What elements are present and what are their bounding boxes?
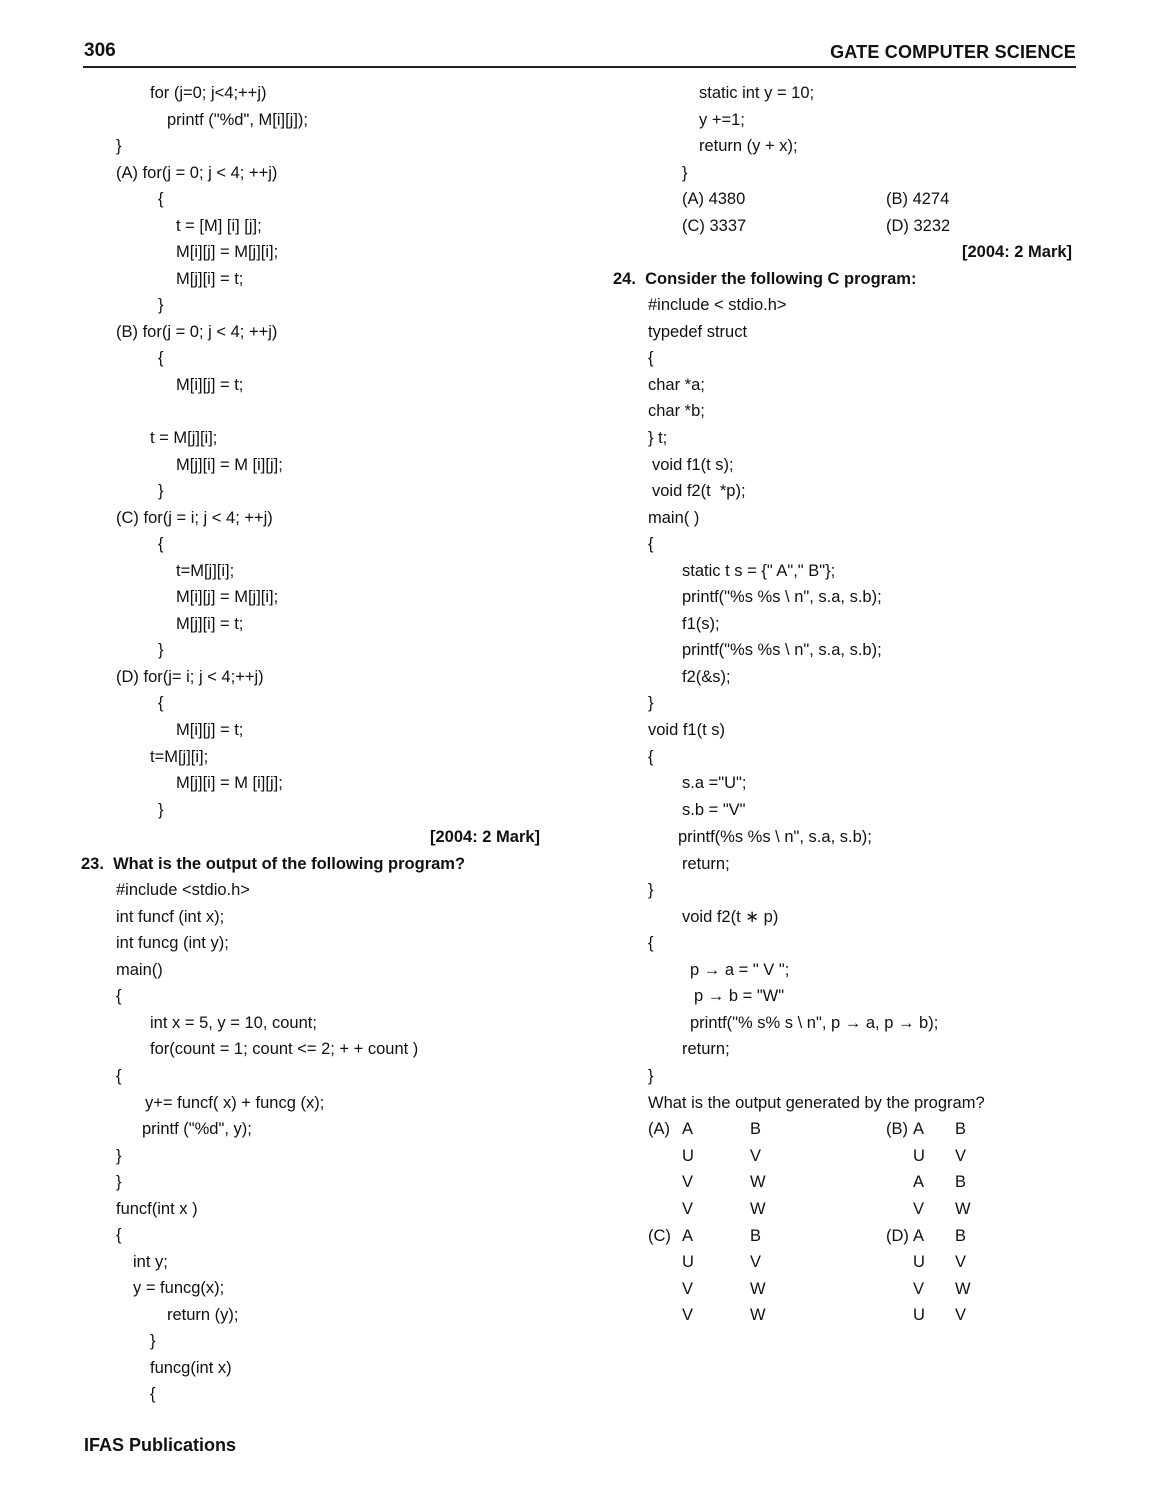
grid-cell: V [682, 1306, 694, 1324]
code-line: p → a = " V "; [690, 961, 790, 979]
code-line: } [158, 801, 164, 819]
code-line: printf(%s %s \ n", s.a, s.b); [678, 828, 872, 846]
answer-option-c: (C) 3337 [682, 217, 747, 235]
code-line: } [648, 694, 654, 712]
code-line: char *a; [648, 376, 705, 394]
grid-cell: V [682, 1200, 694, 1218]
grid-cell: W [750, 1306, 766, 1324]
code-line: for(count = 1; count <= 2; + + count ) [150, 1040, 419, 1058]
code-line: } [682, 164, 688, 182]
option-b-tag: (B) [886, 1120, 908, 1138]
code-line: } [158, 641, 164, 659]
code-line: } [648, 1067, 654, 1085]
page-number: 306 [84, 40, 116, 61]
code-line: int funcf (int x); [116, 908, 225, 926]
header-rule [83, 66, 1076, 68]
code-line: { [158, 190, 164, 208]
code-line: #include <stdio.h> [116, 881, 250, 899]
code-line: s.b = "V" [682, 801, 746, 819]
mark-tag: [2004: 2 Mark] [430, 828, 541, 846]
grid-cell: U [913, 1253, 925, 1271]
code-line: t = M[j][i]; [150, 429, 218, 447]
code-line: f2(&s); [682, 668, 731, 686]
grid-cell: V [913, 1280, 925, 1298]
code-line: char *b; [648, 402, 705, 420]
code-line: { [158, 349, 164, 367]
grid-cell: W [750, 1280, 766, 1298]
code-line: } [648, 881, 654, 899]
option-d-label: (D) for(j= i; j < 4;++j) [116, 668, 264, 686]
grid-cell: A [913, 1120, 925, 1138]
option-a-label: (A) for(j = 0; j < 4; ++j) [116, 164, 278, 182]
code-line: s.a ="U"; [682, 774, 747, 792]
question-24-heading: 24. Consider the following C program: [613, 270, 917, 288]
code-line: int y; [133, 1253, 168, 1271]
code-line: int x = 5, y = 10, count; [150, 1014, 317, 1032]
code-line: } [116, 1173, 122, 1191]
grid-cell: V [955, 1147, 967, 1165]
code-line: { [648, 748, 654, 766]
grid-cell: V [750, 1253, 762, 1271]
code-line: } [116, 137, 122, 155]
grid-cell: V [955, 1253, 967, 1271]
grid-cell: B [955, 1173, 967, 1191]
grid-cell: W [750, 1200, 766, 1218]
grid-cell: V [913, 1200, 925, 1218]
code-line: funcf(int x ) [116, 1200, 198, 1218]
code-line: static int y = 10; [699, 84, 815, 102]
option-a-tag: (A) [648, 1120, 670, 1138]
code-line: { [116, 1067, 122, 1085]
mark-tag: [2004: 2 Mark] [962, 243, 1073, 261]
code-line: printf("%s %s \ n", s.a, s.b); [682, 588, 882, 606]
code-line: t=M[j][i]; [176, 562, 235, 580]
code-line: funcg(int x) [150, 1359, 232, 1377]
code-line: void f2(t *p); [652, 482, 746, 500]
code-line: printf ("%d", y); [142, 1120, 252, 1138]
code-line: } [150, 1332, 156, 1350]
option-c-label: (C) for(j = i; j < 4; ++j) [116, 509, 273, 527]
question-23-heading: 23. What is the output of the following program? [81, 855, 466, 873]
code-line: printf ("%d", M[i][j]); [167, 111, 308, 129]
code-line: return (y + x); [699, 137, 798, 155]
grid-cell: B [750, 1227, 762, 1245]
code-line: void f2(t ∗ p) [682, 908, 779, 926]
code-line: main( ) [648, 509, 700, 527]
code-line: } [158, 482, 164, 500]
code-line: M[i][j] = t; [176, 721, 244, 739]
grid-cell: V [682, 1173, 694, 1191]
code-line: void f1(t s); [652, 456, 734, 474]
question-24-prompt: What is the output generated by the program? [648, 1094, 985, 1112]
code-line: typedef struct [648, 323, 748, 341]
grid-cell: A [682, 1120, 694, 1138]
code-line: int funcg (int y); [116, 934, 229, 952]
code-line: { [150, 1385, 156, 1403]
answer-option-a: (A) 4380 [682, 190, 746, 208]
option-c-tag: (C) [648, 1227, 671, 1245]
code-line: void f1(t s) [648, 721, 726, 739]
code-line: { [116, 987, 122, 1005]
code-line: printf("% s% s \ n", p → a, p → b); [690, 1014, 939, 1032]
code-line: main() [116, 961, 163, 979]
book-title: GATE COMPUTER SCIENCE [830, 42, 1076, 62]
code-line: #include < stdio.h> [648, 296, 787, 314]
code-line: { [116, 1226, 122, 1244]
answer-option-b: (B) 4274 [886, 190, 950, 208]
code-line: M[j][i] = t; [176, 270, 244, 288]
code-line: f1(s); [682, 615, 720, 633]
grid-cell: W [955, 1200, 971, 1218]
code-line: y = funcg(x); [133, 1279, 225, 1297]
code-line: M[j][i] = M [i][j]; [176, 456, 283, 474]
code-line: { [158, 535, 164, 553]
grid-cell: A [913, 1227, 925, 1245]
grid-cell: V [955, 1306, 967, 1324]
option-d-tag: (D) [886, 1227, 909, 1245]
code-line: static t s = {" A"," B"}; [682, 562, 836, 580]
code-line: } [116, 1147, 122, 1165]
grid-cell: B [955, 1227, 967, 1245]
code-line: { [158, 694, 164, 712]
grid-cell: A [913, 1173, 925, 1191]
code-line: p → b = "W" [694, 987, 785, 1005]
grid-cell: W [955, 1280, 971, 1298]
grid-cell: W [750, 1173, 766, 1191]
code-line: M[i][j] = M[j][i]; [176, 588, 279, 606]
code-line: M[j][i] = M [i][j]; [176, 774, 283, 792]
code-line: for (j=0; j<4;++j) [150, 84, 267, 102]
code-line: return; [682, 855, 730, 873]
code-line: } [158, 296, 164, 314]
publisher-footer: IFAS Publications [84, 1435, 237, 1455]
code-line: t=M[j][i]; [150, 748, 209, 766]
grid-cell: U [682, 1253, 694, 1271]
grid-cell: V [682, 1280, 694, 1298]
code-line: printf("%s %s \ n", s.a, s.b); [682, 641, 882, 659]
code-line: t = [M] [i] [j]; [176, 217, 262, 235]
code-line: return; [682, 1040, 730, 1058]
answer-option-d: (D) 3232 [886, 217, 951, 235]
grid-cell: V [750, 1147, 762, 1165]
grid-cell: A [682, 1227, 694, 1245]
code-line: } t; [648, 429, 668, 447]
option-b-label: (B) for(j = 0; j < 4; ++j) [116, 323, 278, 341]
code-line: { [648, 934, 654, 952]
grid-cell: U [913, 1147, 925, 1165]
code-line: M[i][j] = t; [176, 376, 244, 394]
code-line: { [648, 349, 654, 367]
code-line: y+= funcf( x) + funcg (x); [145, 1094, 325, 1112]
grid-cell: U [682, 1147, 694, 1165]
grid-cell: B [955, 1120, 967, 1138]
code-line: M[j][i] = t; [176, 615, 244, 633]
code-line: y +=1; [699, 111, 745, 129]
code-line: M[i][j] = M[j][i]; [176, 243, 279, 261]
grid-cell: U [913, 1306, 925, 1324]
code-line: { [648, 535, 654, 553]
code-line: return (y); [167, 1306, 239, 1324]
grid-cell: B [750, 1120, 762, 1138]
